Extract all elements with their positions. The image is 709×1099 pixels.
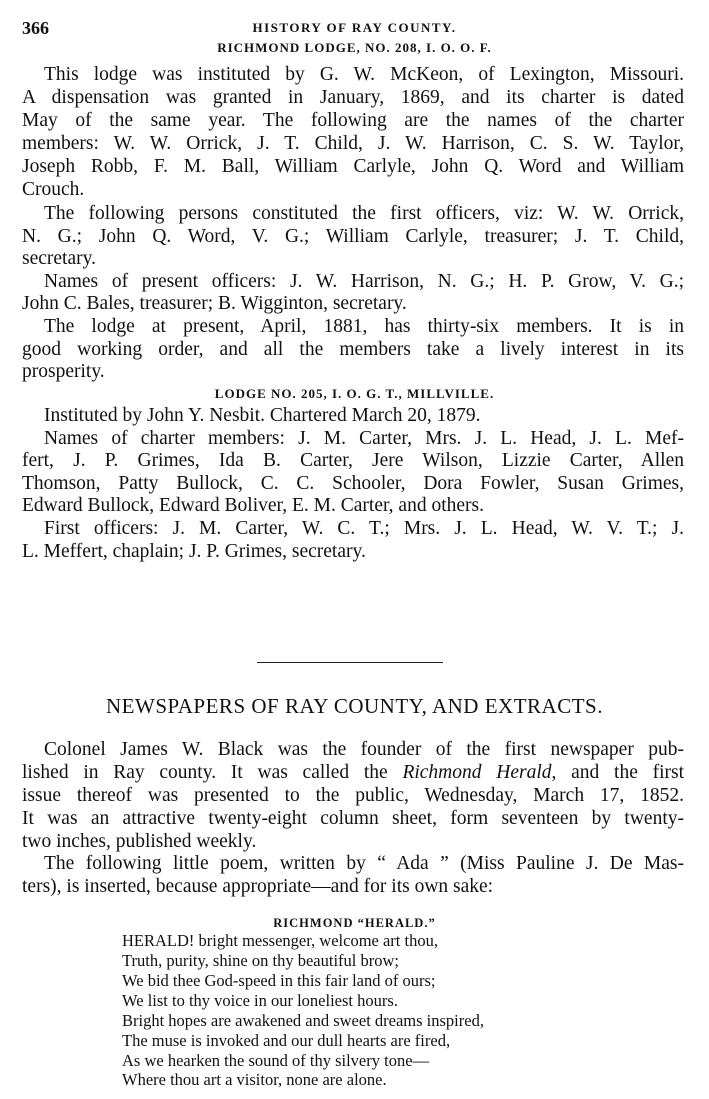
poem-line: Truth, purity, shine on thy beautiful brow; — [122, 951, 399, 970]
text-line: Names of charter members: J. M. Carter, Mrs. J. L. Head, J. L. Mef- — [44, 428, 684, 449]
text-line: ters), is inserted, because appropriate—and for its own sake: — [22, 876, 494, 897]
text-line: It was an attractive twenty-eight column sheet, form seventeen by twenty- — [22, 808, 684, 829]
poem-line: We bid thee God-speed in this fair land of ours; — [122, 971, 436, 990]
text-line: Instituted by John Y. Nesbit. Chartered March 20, 1879. — [44, 405, 481, 426]
text-line: issue thereof was presented to the public, Wednesday, March 17, 1852. — [22, 785, 684, 806]
text-line: The following little poem, written by “ Ada ” (Miss Pauline J. De Mas- — [44, 853, 684, 874]
text-line: members: W. W. Orrick, J. T. Child, J. W. Harrison, C. S. W. Taylor, — [22, 133, 684, 154]
text-segment: , and the first — [551, 762, 685, 783]
text-line: A dispensation was granted in January, 1869, and its charter is dated — [22, 87, 684, 108]
newspapers-heading: NEWSPAPERS OF RAY COUNTY, AND EXTRACTS. — [106, 694, 603, 718]
text-line: secretary. — [22, 248, 96, 269]
text-line: The following persons constituted the first officers, viz: W. W. Orrick, — [44, 203, 684, 224]
poem-line: We list to thy voice in our loneliest hours. — [122, 991, 398, 1010]
page-number: 366 — [22, 18, 49, 38]
section-heading: RICHMOND LODGE, NO. 208, I. O. O. F. — [217, 40, 492, 55]
text-line: fert, J. P. Grimes, Ida B. Carter, Jere Wilson, Lizzie Carter, Allen — [22, 450, 684, 471]
section-divider — [257, 662, 443, 663]
text-line: Names of present officers: J. W. Harrison, N. G.; H. P. Grow, V. G.; — [44, 271, 684, 292]
text-line: Colonel James W. Black was the founder of the first newspaper pub- — [44, 739, 684, 760]
text-line: Thomson, Patty Bullock, C. C. Schooler, Dora Fowler, Susan Grimes, — [22, 473, 684, 494]
poem-line: Where thou art a visitor, none are alone. — [122, 1070, 387, 1089]
text-line — [22, 762, 684, 784]
poem-line: HERALD! bright messenger, welcome art thou, — [122, 931, 438, 950]
section-heading: LODGE NO. 205, I. O. G. T., MILLVILLE. — [214, 386, 495, 401]
running-head: HISTORY OF RAY COUNTY. — [252, 20, 457, 35]
newspaper-title: Richmond Herald — [402, 762, 552, 783]
text-line: May of the same year. The following are the names of the charter — [22, 110, 684, 131]
poem-title: RICHMOND “HERALD.” — [273, 916, 436, 930]
poem-line: Bright hopes are awakened and sweet dreams inspired, — [122, 1011, 484, 1030]
text-line: prosperity. — [22, 361, 105, 382]
text-line: This lodge was instituted by G. W. McKeon, of Lexington, Missouri. — [44, 64, 684, 85]
text-line: two inches, published weekly. — [22, 831, 257, 852]
text-line: John C. Bales, treasurer; B. Wigginton, secretary. — [22, 293, 407, 314]
text-line: good working order, and all the members take a lively interest in its — [22, 339, 684, 360]
poem-line: The muse is invoked and our dull hearts are fired, — [122, 1031, 451, 1050]
text-line: The lodge at present, April, 1881, has thirty-six members. It is in — [44, 316, 684, 337]
poem-line: As we hearken the sound of thy silvery tone— — [122, 1051, 430, 1070]
text-line: Joseph Robb, F. M. Ball, William Carlyle, John Q. Word and William — [22, 156, 684, 177]
text-line: Crouch. — [22, 179, 85, 200]
text-segment: lished in Ray county. It was called the — [22, 762, 403, 783]
text-line: N. G.; John Q. Word, V. G.; William Carlyle, treasurer; J. T. Child, — [22, 226, 684, 247]
text-line: L. Meffert, chaplain; J. P. Grimes, secretary. — [22, 541, 366, 562]
text-line: First officers: J. M. Carter, W. C. T.; Mrs. J. L. Head, W. V. T.; J. — [44, 518, 684, 539]
text-line: Edward Bullock, Edward Boliver, E. M. Carter, and others. — [22, 495, 484, 516]
